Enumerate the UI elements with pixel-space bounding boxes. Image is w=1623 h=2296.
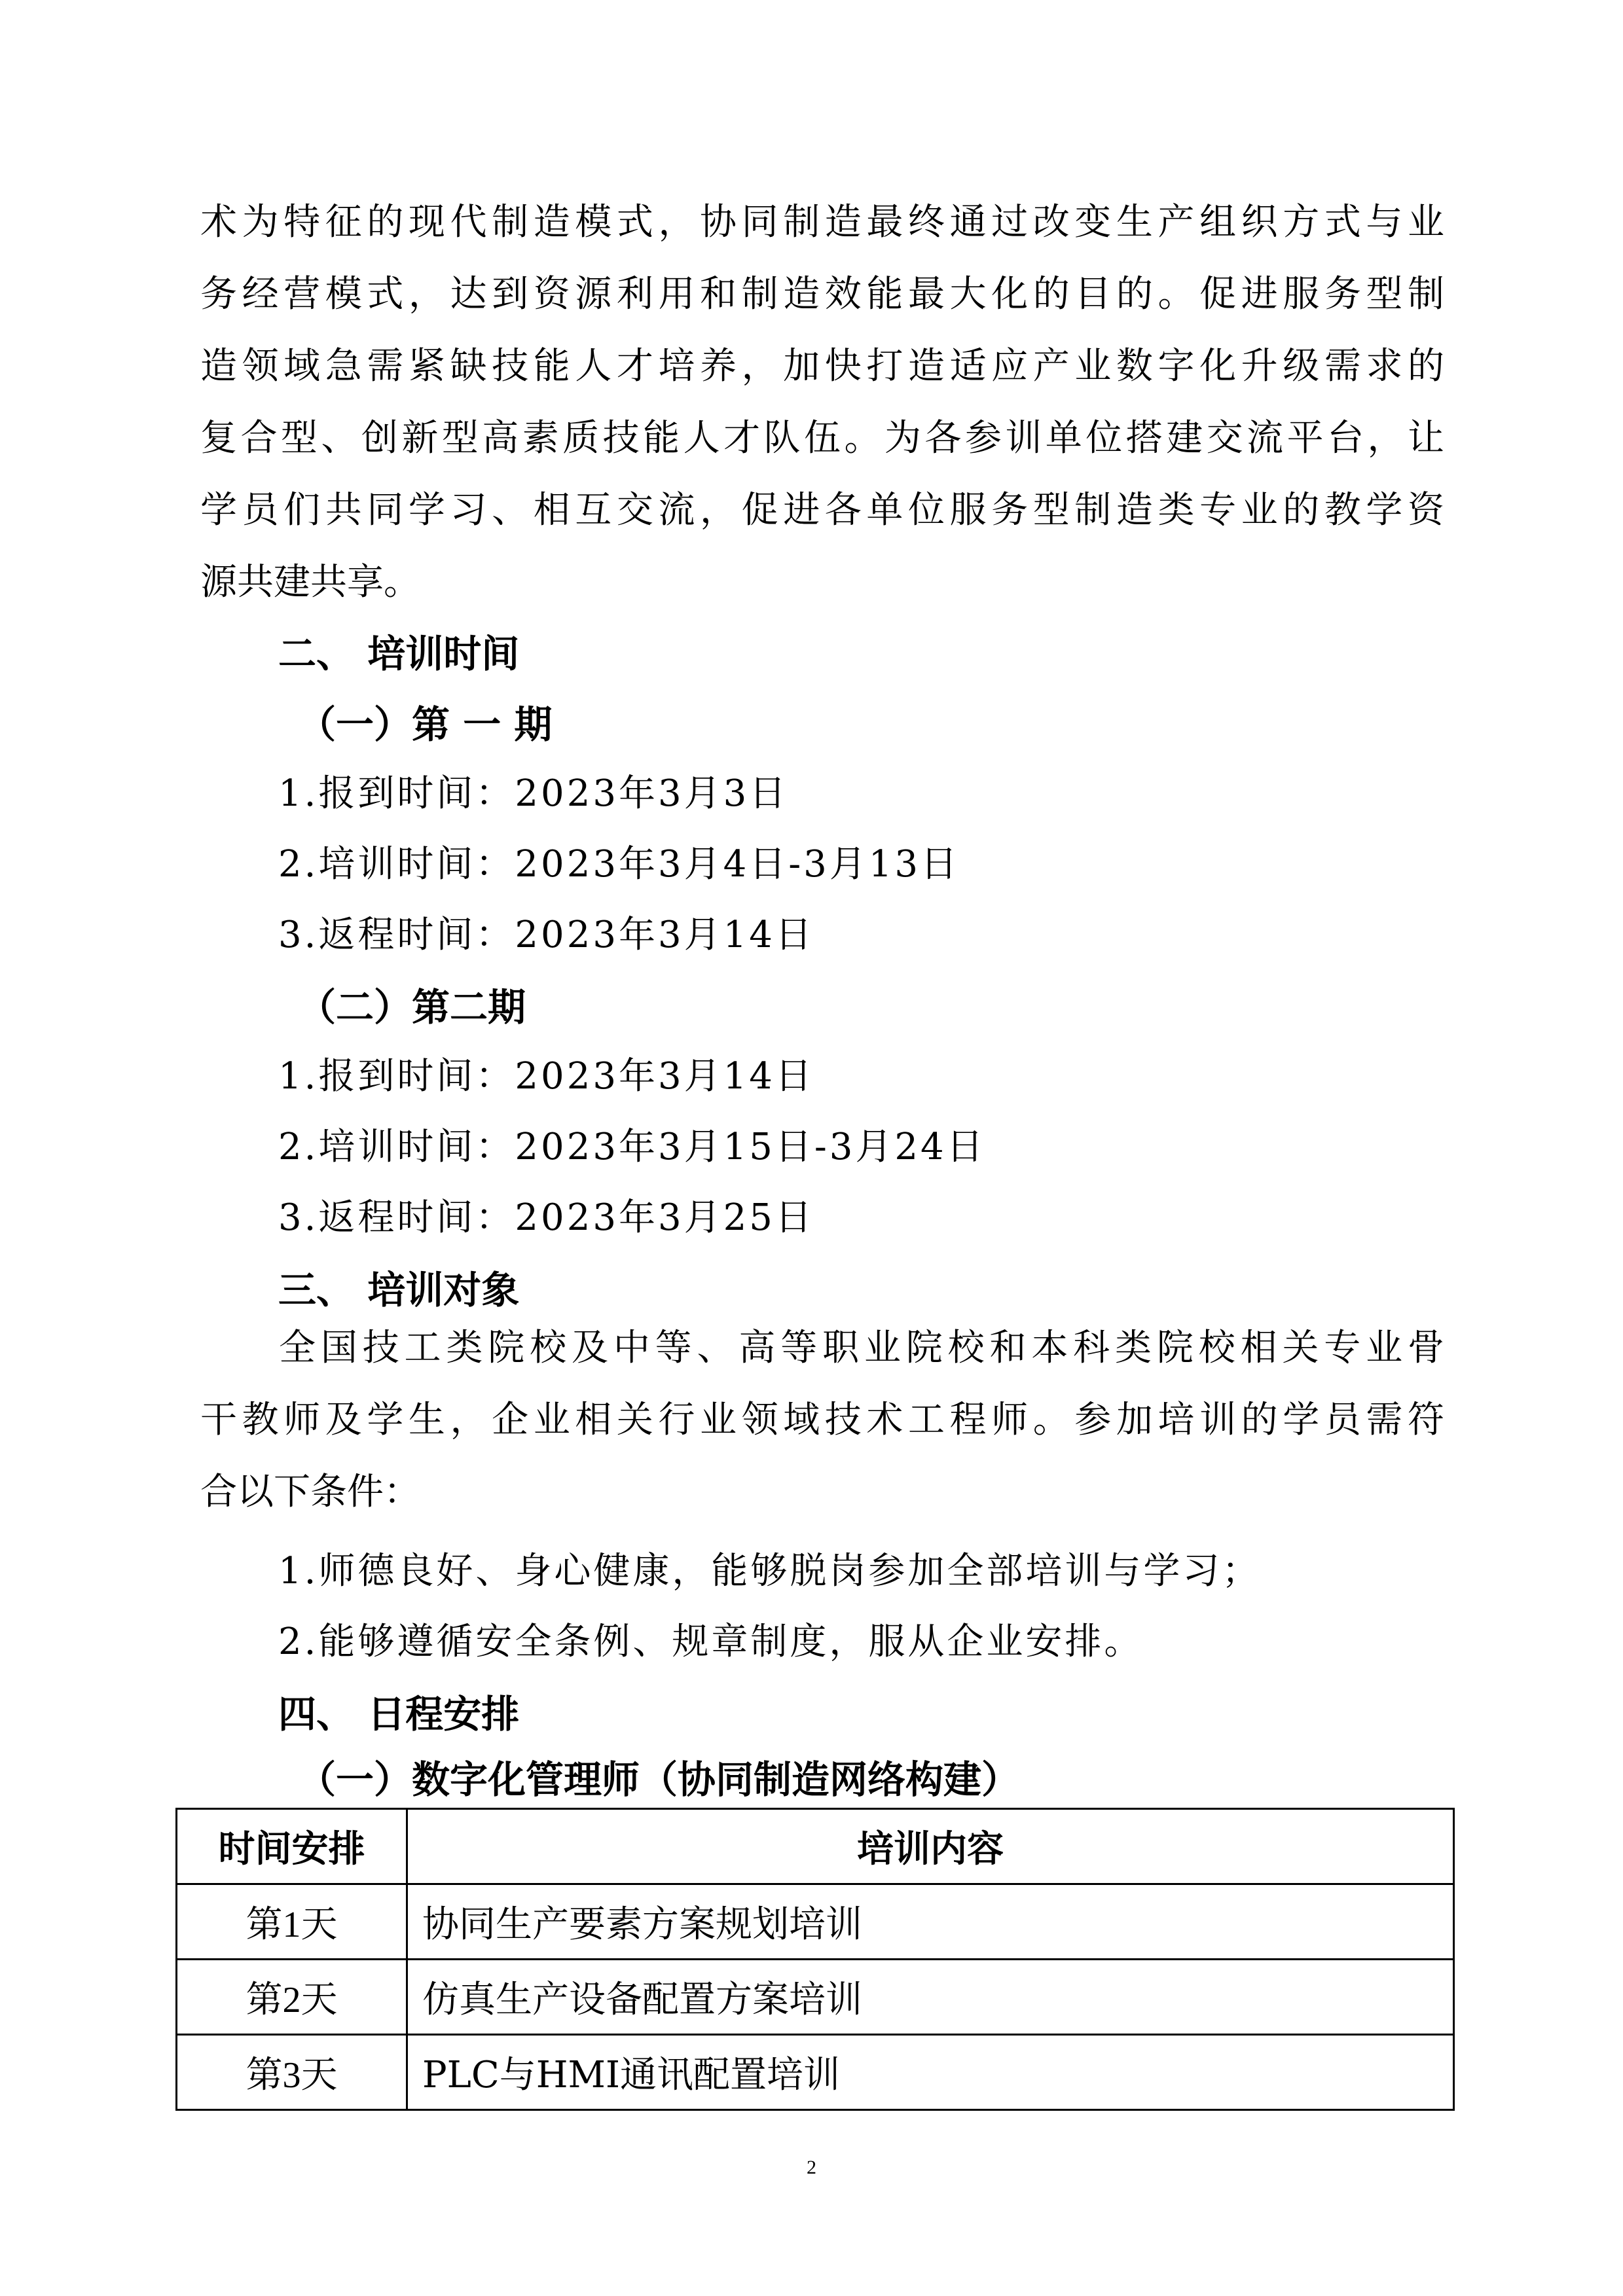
section-heading-training-targets: 三、 培训对象 [278,1268,520,1312]
period-1-item: 1.报到时间：2023年3月3日 [278,772,789,815]
period-2-title: （二）第二期 [298,985,526,1030]
day-cell: 第1天 [177,1884,407,1960]
condition-item: 2.能够遵循安全条例、规章制度，服从企业安排。 [278,1621,1144,1663]
section-heading-training-time: 二、 培训时间 [278,632,520,676]
header-content: 培训内容 [407,1809,1454,1884]
table-header-row [177,1809,1454,1884]
content-cell: 仿真生产设备配置方案培训 [407,1960,1454,2035]
period-2-item: 2.培训时间：2023年3月15日-3月24日 [278,1126,986,1168]
period-1-item: 2.培训时间：2023年3月4日-3月13日 [278,843,960,886]
header-time: 时间安排 [177,1809,407,1884]
targets-paragraph [200,1312,1444,1528]
condition-item: 1.师德良好、身心健康，能够脱岗参加全部培训与学习； [278,1550,1262,1592]
intro-line: 务经营模式，达到资源利用和制造效能最大化的目的。促进服务型制 [200,273,1444,315]
intro-line: 学员们共同学习、相互交流，促进各单位服务型制造类专业的教学资 [200,489,1444,531]
page-number: 2 [807,2157,816,2178]
table-row [177,1960,1454,2035]
table-row [177,2035,1454,2110]
intro-line: 造领域急需紧缺技能人才培养，加快打造适应产业数字化升级需求的 [200,345,1444,387]
targets-line: 合以下条件： [200,1471,420,1513]
intro-paragraph [200,187,1444,619]
content-cell: PLC与HMI通讯配置培训 [407,2035,1454,2110]
schedule-sub-title: （一）数字化管理师（协同制造网络构建） [298,1757,1020,1802]
table-row [177,1884,1454,1960]
intro-line: 术为特征的现代制造模式，协同制造最终通过改变生产组织方式与业 [200,201,1444,243]
section-heading-schedule: 四、 日程安排 [278,1692,520,1736]
period-1-item: 3.返程时间：2023年3月14日 [278,914,814,956]
period-2-item: 3.返程时间：2023年3月25日 [278,1196,814,1239]
targets-line: 干教师及学生，企业相关行业领域技术工程师。参加培训的学员需符 [200,1399,1444,1441]
targets-line: 全国技工类院校及中等、高等职业院校和本科类院校相关专业骨 [279,1327,1444,1369]
day-cell: 第3天 [177,2035,407,2110]
content-cell: 协同生产要素方案规划培训 [407,1884,1454,1960]
period-2-item: 1.报到时间：2023年3月14日 [278,1055,814,1098]
schedule-table [175,1808,1455,2111]
day-cell: 第2天 [177,1960,407,2035]
intro-line: 源共建共享。 [200,561,420,603]
period-1-title: （一）第 一 期 [298,702,553,747]
intro-line: 复合型、创新型高素质技能人才队伍。为各参训单位搭建交流平台，让 [200,417,1444,459]
